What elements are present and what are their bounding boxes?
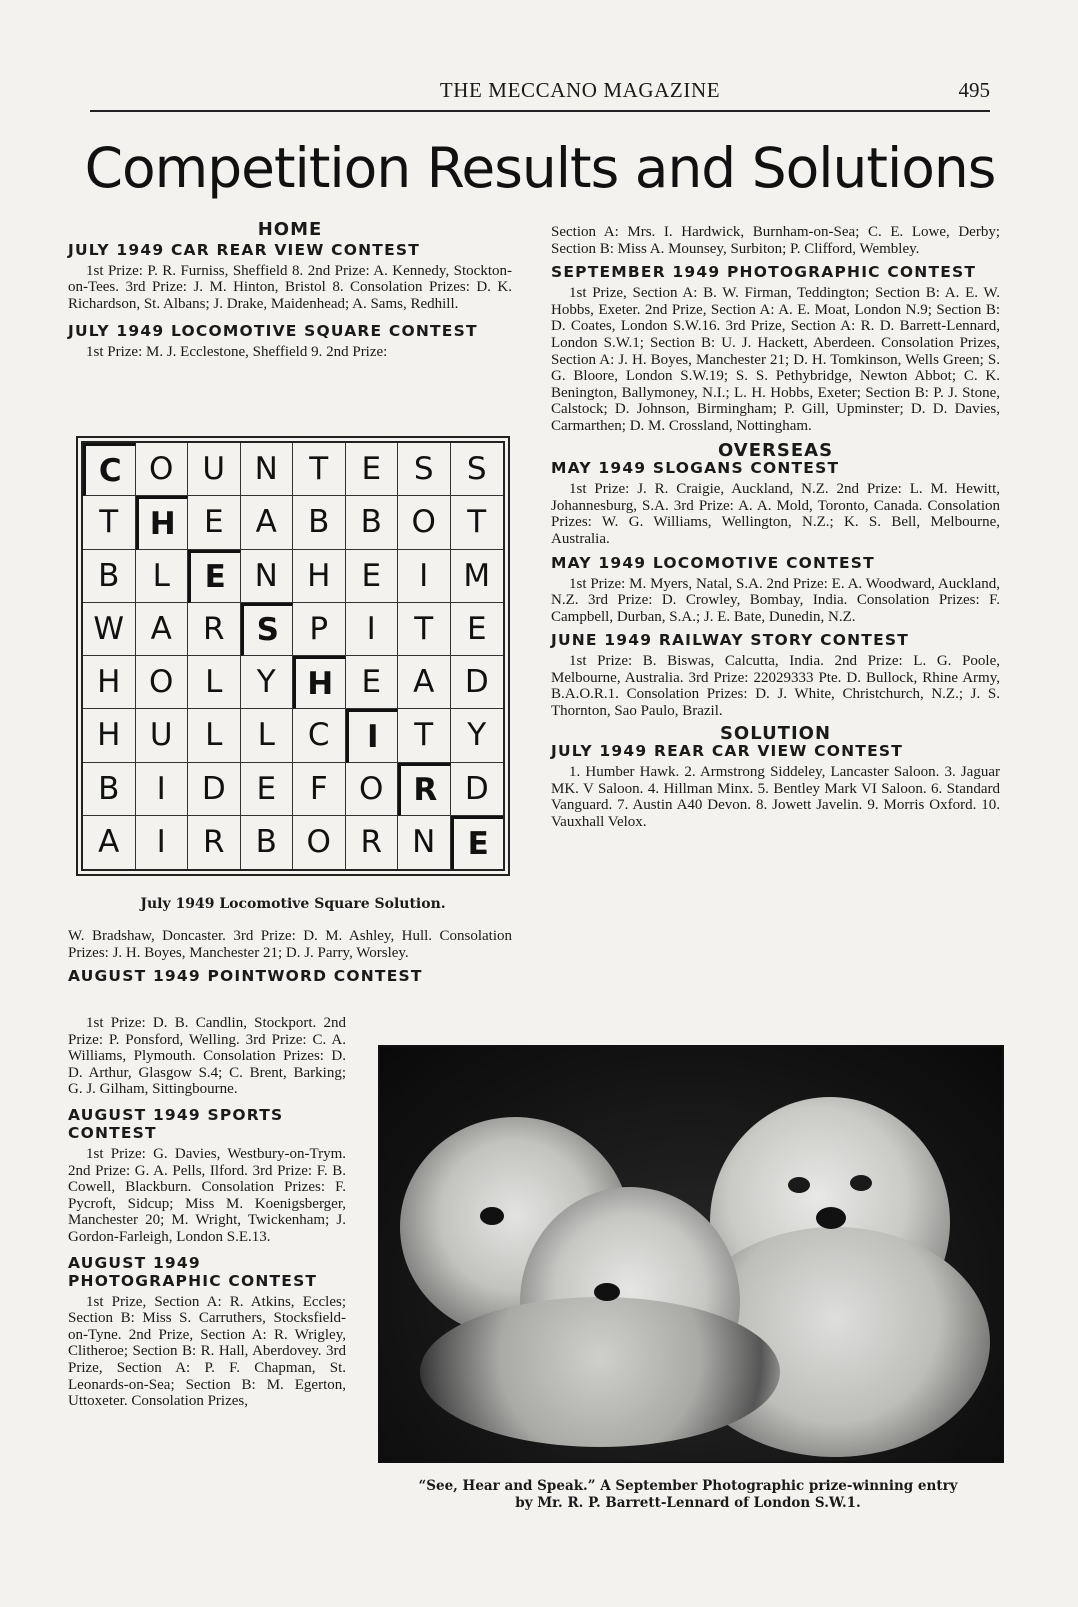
car-rear-view-heading: JULY 1949 CAR REAR VIEW CONTEST <box>68 240 420 259</box>
puzzle-cell: I <box>346 603 399 656</box>
puzzle-cell: O <box>136 443 189 496</box>
puzzle-cell: T <box>451 496 504 549</box>
puzzle-cell: B <box>83 550 136 603</box>
puzzle-cell: I <box>136 763 189 816</box>
puzzle-cell: O <box>136 656 189 709</box>
puzzle-cell: I <box>136 816 189 869</box>
slogans-results: 1st Prize: J. R. Craigie, Auckland, N.Z. 2nd Prize: L. M. Hewitt, Johannesburg, S.A. 3rd Prize: A. A. Mold, Toronto, Canada. Consolation Prizes: W. G. Williams, Wellington, N.Z.; K. S. Bell, Melbourne, Australia. <box>551 481 1000 547</box>
railway-story-results: 1st Prize: B. Biswas, Calcutta, India. 2nd Prize: L. G. Poole, Melbourne, Australia. 3rd Prize: 22029333 Pte. D. Bullock, Rhine Army, B.A.O.R.1. Consolation Prizes: D. J. White, Christchurch, N.Z.; J. S. Thornton, Sao Paulo, Brazil. <box>551 653 1000 720</box>
puzzle-cell: O <box>398 496 451 549</box>
home-section-title: HOME <box>257 219 323 240</box>
puzzle-cell: T <box>293 443 346 496</box>
puppy-right-eye-left <box>788 1177 810 1193</box>
puzzle-cell: H <box>293 550 346 603</box>
left-column-narrow <box>68 1015 346 1410</box>
page-title: Competition Results and Solutions <box>84 136 996 200</box>
photo-caption-line-2: by Mr. R. P. Barrett-Lennard of London S.W.1. <box>515 1495 861 1511</box>
locomotive-square-results-start: 1st Prize: M. J. Ecclestone, Sheffield 9. 2nd Prize: <box>86 344 388 361</box>
locomotive-square-puzzle <box>76 436 510 876</box>
puppy-left-nose <box>480 1207 504 1225</box>
puzzle-cell: T <box>398 709 451 762</box>
puzzle-cell: S <box>451 443 504 496</box>
magazine-title: THE MECCANO MAGAZINE <box>439 78 721 102</box>
car-rear-view-results: 1st Prize: P. R. Furniss, Sheffield 8. 2nd Prize: A. Kennedy, Stockton-on-Tees. 3rd Prize: J. M. Hinton, Bristol 8. Consolation Prizes: D. K. Richardson, St. Albans; J. Drake, Maidenhead; A. Sams, Redhill. <box>68 262 512 312</box>
puppies-paws <box>420 1297 780 1447</box>
puzzle-cell: H <box>293 656 346 709</box>
puzzle-cell: D <box>188 763 241 816</box>
puzzle-cell: R <box>346 816 399 869</box>
slogans-heading: MAY 1949 SLOGANS CONTEST <box>551 459 840 478</box>
puzzle-cell: O <box>293 816 346 869</box>
pointword-heading: AUGUST 1949 POINTWORD CONTEST <box>68 967 423 986</box>
puzzle-cell: F <box>293 763 346 816</box>
puzzle-cell: E <box>346 656 399 709</box>
puzzle-cell: T <box>83 496 136 549</box>
puzzle-cell: W <box>83 603 136 656</box>
pointword-results: 1st Prize: D. B. Candlin, Stockport. 2nd Prize: P. Ponsford, Welling. 3rd Prize: C. A. Williams, Plymouth. Consolation Prizes: D. D. Arthur, Glasgow S.4; C. Brent, Barking; G. J. Gilham, Sittingbourne. <box>68 1015 346 1098</box>
left-column-top <box>68 219 512 361</box>
puzzle-cell: I <box>398 550 451 603</box>
photo-caption-line-1: “See, Hear and Speak.” A September Photographic prize-winning entry <box>418 1478 958 1494</box>
puzzle-cell: P <box>293 603 346 656</box>
puzzle-cell: B <box>293 496 346 549</box>
running-head <box>90 76 990 112</box>
puzzle-cell: B <box>241 816 294 869</box>
puzzle-cell: N <box>241 443 294 496</box>
puzzle-cell: A <box>241 496 294 549</box>
puzzle-cell: E <box>346 550 399 603</box>
puzzle-cell: Y <box>451 709 504 762</box>
puzzle-cell: A <box>136 603 189 656</box>
puzzle-cell: E <box>188 550 241 603</box>
puzzle-cell: N <box>241 550 294 603</box>
continued-results: Section A: Mrs. I. Hardwick, Burnham-on-Sea; C. E. Lowe, Derby; Section B: Miss A. Mounsey, Surbiton; P. Clifford, Wembley. <box>551 224 1000 257</box>
puzzle-cell: D <box>451 763 504 816</box>
right-column <box>551 224 1000 831</box>
puzzle-cell: U <box>136 709 189 762</box>
overseas-section-title: OVERSEAS <box>717 439 834 461</box>
puzzle-cell: H <box>83 656 136 709</box>
puzzle-cell: E <box>188 496 241 549</box>
puzzle-grid <box>81 441 505 871</box>
puzzle-cell: T <box>398 603 451 656</box>
puzzle-cell: L <box>136 550 189 603</box>
sports-heading: AUGUST 1949 SPORTS CONTEST <box>68 1105 284 1142</box>
puzzle-cell: N <box>398 816 451 869</box>
puzzle-cell: U <box>188 443 241 496</box>
puppy-middle-nose <box>594 1283 620 1301</box>
puzzle-cell: R <box>188 816 241 869</box>
locomotive-square-heading: JULY 1949 LOCOMOTIVE SQUARE CONTEST <box>68 322 478 341</box>
may-loco-heading: MAY 1949 LOCOMOTIVE CONTEST <box>551 553 875 572</box>
puzzle-cell: E <box>451 816 504 869</box>
aug-photo-results: 1st Prize, Section A: R. Atkins, Eccles; Section B: Miss S. Carruthers, Stocksfield-on-Tyne. 2nd Prize, Section A: R. Wrigley, Clitheroe; Section B: R. Hall, Aberdovey. 3rd Prize, Section A: P. F. Chapman, St. Leonards-on-Sea; Section B: M. Egerton, Uttoxeter. Consolation Prizes, <box>68 1293 346 1410</box>
sports-results: 1st Prize: G. Davies, Westbury-on-Trym. 2nd Prize: G. A. Pells, Ilford. 3rd Prize: F. B. Cowell, Blackburn. Consolation Prizes: F. Pycroft, Sidcup; Miss M. Koenigsberger, Manchester 20; M. Wright, Twickenham; J. Gordon-Farleigh, London S.E.13. <box>68 1145 346 1245</box>
left-column-middle <box>68 928 512 985</box>
puzzle-cell: S <box>241 603 294 656</box>
puppies-photo <box>378 1045 1004 1463</box>
rear-car-heading: JULY 1949 REAR CAR VIEW CONTEST <box>551 742 903 761</box>
page-number: 495 <box>958 78 990 102</box>
puzzle-cell: E <box>346 443 399 496</box>
puzzle-cell: B <box>83 763 136 816</box>
puzzle-cell: M <box>451 550 504 603</box>
photo-caption <box>370 1478 1006 1512</box>
puzzle-cell: A <box>83 816 136 869</box>
puzzle-cell: C <box>83 443 136 496</box>
sept-photo-results: 1st Prize, Section A: B. W. Firman, Teddington; Section B: A. E. W. Hobbs, Exeter. 2nd Prize, Section A: A. E. Moat, London N.9; Section B: D. Coates, London S.W.16. 3rd Prize, Section A: R. D. Barrett-Lennard, London S.W.1; Section B: U. J. Hackett, Aberdeen. Consolation Prizes, Section A: J. H. Boyes, Manchester 21; D. H. Tomkinson, Wells Green; S. G. Bloore, London S.W.19; S. S. Pethybridge, Newton Abbot; C. K. Benington, Ballymoney, N.I.; L. H. Hobbs, Exeter; Section B: P. J. Stone, Calstock; D. Johnson, Birmingham; P. Gill, Upminster; D. D. Davies, Carmarthen; D. M. Crossland, Nottingham. <box>551 285 1000 434</box>
puzzle-cell: O <box>346 763 399 816</box>
puzzle-cell: D <box>451 656 504 709</box>
puzzle-cell: Y <box>241 656 294 709</box>
puzzle-cell: C <box>293 709 346 762</box>
puzzle-cell: H <box>83 709 136 762</box>
puzzle-cell: E <box>241 763 294 816</box>
puzzle-cell: E <box>451 603 504 656</box>
rear-car-solution: 1. Humber Hawk. 2. Armstrong Siddeley, Lancaster Saloon. 3. Jaguar MK. V Saloon. 4. Hillman Minx. 5. Bentley Mark VI Saloon. 6. Standard Vanguard. 7. Austin A40 Devon. 8. Jowett Javelin. 9. Morris Oxford. 10. Vauxhall Velox. <box>551 764 1000 831</box>
puzzle-cell: L <box>188 709 241 762</box>
puzzle-cell: L <box>188 656 241 709</box>
solution-section-title: SOLUTION <box>719 722 832 744</box>
puzzle-cell: L <box>241 709 294 762</box>
sept-photo-heading: SEPTEMBER 1949 PHOTOGRAPHIC CONTEST <box>551 263 977 282</box>
railway-story-heading: JUNE 1949 RAILWAY STORY CONTEST <box>551 631 909 650</box>
puzzle-caption: July 1949 Locomotive Square Solution. <box>140 896 446 912</box>
may-loco-results: 1st Prize: M. Myers, Natal, S.A. 2nd Prize: E. A. Woodward, Auckland, N.Z. 3rd Prize: D. Crowley, Bombay, India. Consolation Prizes: F. Campbell, Durban, S.A.; J. E. Bate, Dunedin, N.Z. <box>551 575 1000 625</box>
puzzle-cell: I <box>346 709 399 762</box>
puzzle-cell: R <box>188 603 241 656</box>
puppy-right-eye-right <box>850 1175 872 1191</box>
puppy-right-nose <box>816 1207 846 1229</box>
puzzle-cell: R <box>398 763 451 816</box>
puzzle-cell: S <box>398 443 451 496</box>
puzzle-cell: A <box>398 656 451 709</box>
aug-photo-heading: AUGUST 1949 PHOTOGRAPHIC CONTEST <box>68 1253 318 1290</box>
puzzle-cell: H <box>136 496 189 549</box>
locomotive-square-results-end: W. Bradshaw, Doncaster. 3rd Prize: D. M. Ashley, Hull. Consolation Prizes: J. H. Boyes, Manchester 21; D. J. Parry, Worsley. <box>68 928 512 961</box>
puzzle-cell: B <box>346 496 399 549</box>
